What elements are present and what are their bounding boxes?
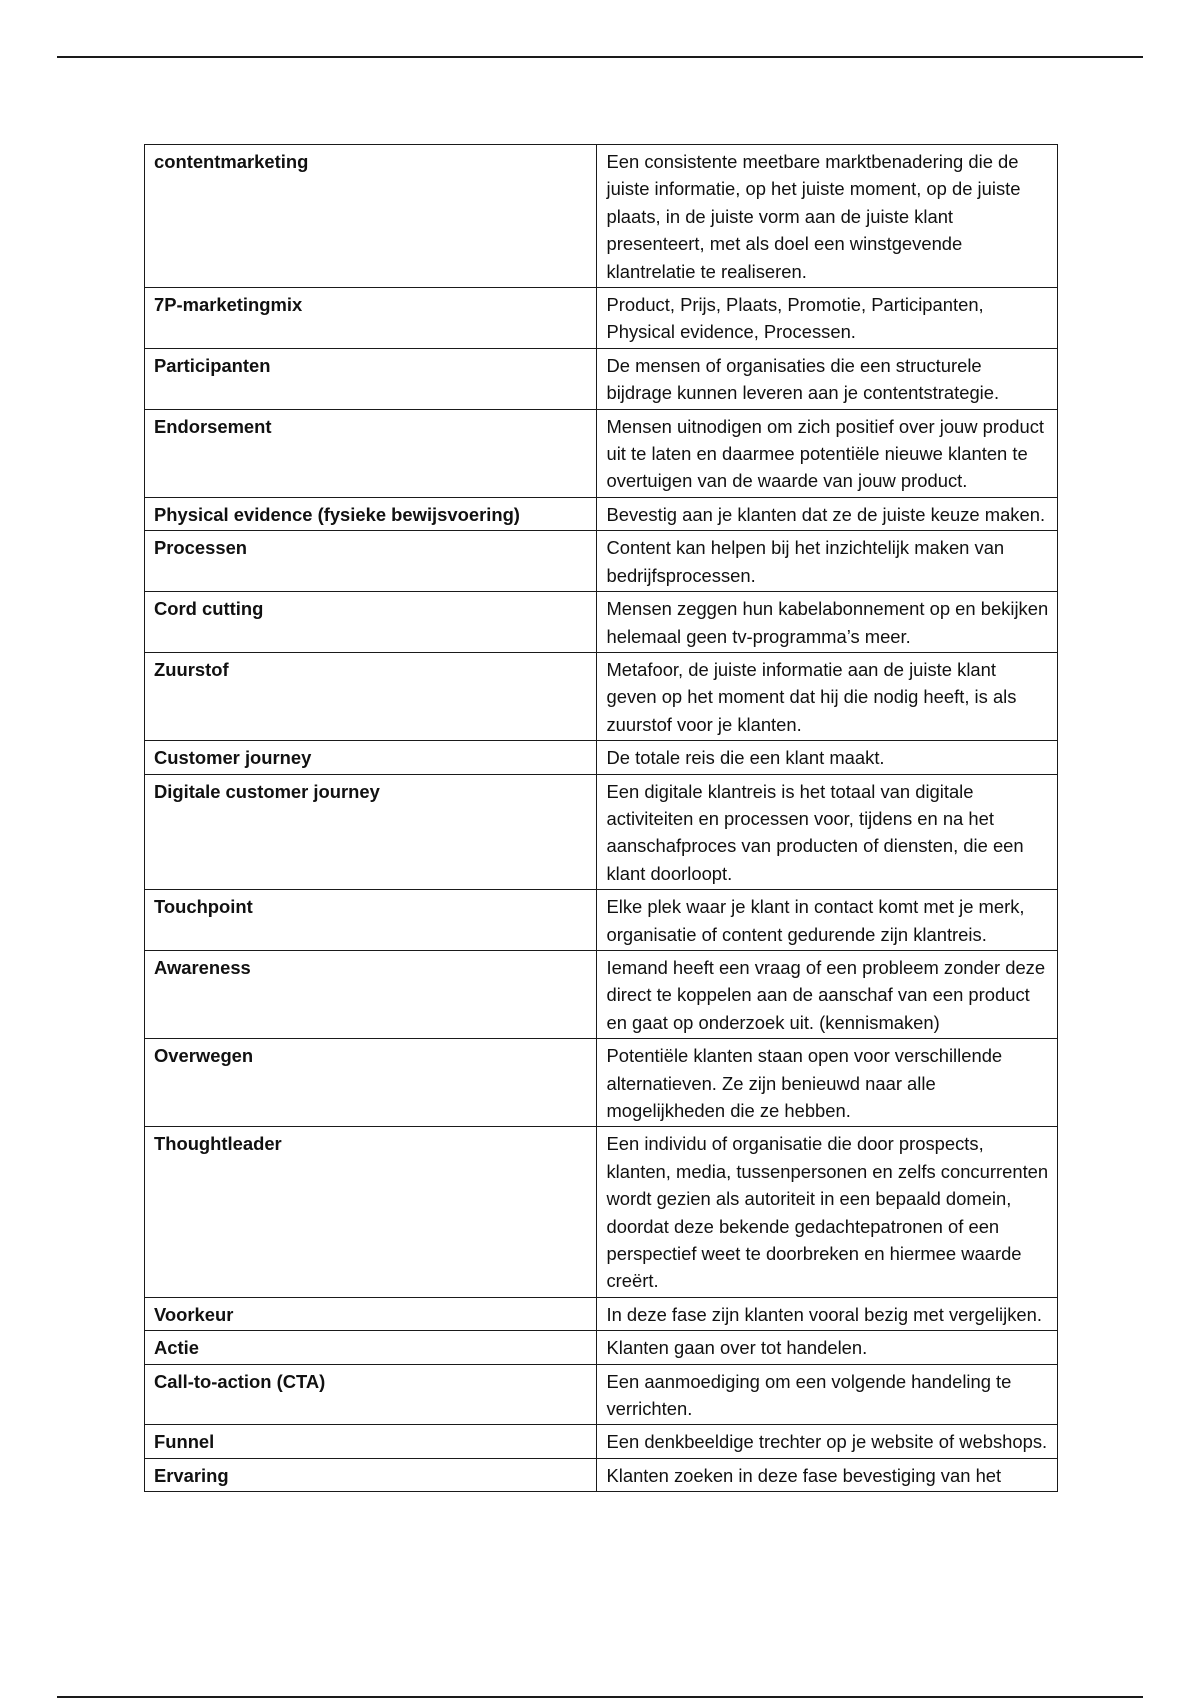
term-cell: Digitale customer journey (145, 774, 597, 890)
term-cell: Zuurstof (145, 652, 597, 740)
definition-cell: Content kan helpen bij het inzichtelijk maken van bedrijfsprocessen. (597, 531, 1058, 592)
table-row (145, 1458, 1058, 1491)
definition-cell: In deze fase zijn klanten vooral bezig met vergelijken. (597, 1297, 1058, 1330)
table-row (145, 497, 1058, 530)
table-row (145, 409, 1058, 497)
definition-cell: Elke plek waar je klant in contact komt met je merk, organisatie of content gedurende zijn klantreis. (597, 890, 1058, 951)
table-row (145, 1297, 1058, 1330)
definition-cell: Een digitale klantreis is het totaal van digitale activiteiten en processen voor, tijdens en na het aanschafproces van producten of diensten, die een klant doorloopt. (597, 774, 1058, 890)
term-cell: Endorsement (145, 409, 597, 497)
definition-cell: Een individu of organisatie die door prospects, klanten, media, tussenpersonen en zelfs concurrenten wordt gezien als autoriteit in een bepaald domein, doordat deze bekende gedachtepatronen of een perspectief weet te doorbreken en hiermee waarde creërt. (597, 1127, 1058, 1297)
table-row (145, 1127, 1058, 1297)
definition-cell: Metafoor, de juiste informatie aan de juiste klant geven op het moment dat hij die nodig heeft, is als zuurstof voor je klanten. (597, 652, 1058, 740)
definition-cell: Product, Prijs, Plaats, Promotie, Participanten, Physical evidence, Processen. (597, 288, 1058, 349)
table-row (145, 774, 1058, 890)
term-cell: Touchpoint (145, 890, 597, 951)
term-cell: Voorkeur (145, 1297, 597, 1330)
table-row (145, 592, 1058, 653)
definition-cell: Een denkbeeldige trechter op je website of webshops. (597, 1425, 1058, 1458)
definition-cell: Mensen zeggen hun kabelabonnement op en bekijken helemaal geen tv-programma’s meer. (597, 592, 1058, 653)
definition-cell: Iemand heeft een vraag of een probleem zonder deze direct te koppelen aan de aanschaf van een product en gaat op onderzoek uit. (kennismaken) (597, 950, 1058, 1038)
table-row (145, 1331, 1058, 1364)
term-cell: 7P-marketingmix (145, 288, 597, 349)
definition-cell: De mensen of organisaties die een structurele bijdrage kunnen leveren aan je contentstrategie. (597, 348, 1058, 409)
term-cell: Customer journey (145, 741, 597, 774)
term-cell: Funnel (145, 1425, 597, 1458)
term-cell: Participanten (145, 348, 597, 409)
table-row (145, 348, 1058, 409)
term-cell: Cord cutting (145, 592, 597, 653)
table-row (145, 652, 1058, 740)
term-cell: Actie (145, 1331, 597, 1364)
table-row (145, 741, 1058, 774)
definition-cell: Klanten gaan over tot handelen. (597, 1331, 1058, 1364)
table-row (145, 1364, 1058, 1425)
term-cell: Call-to-action (CTA) (145, 1364, 597, 1425)
term-cell: Overwegen (145, 1039, 597, 1127)
table-row (145, 531, 1058, 592)
definition-cell: Potentiële klanten staan open voor verschillende alternatieven. Ze zijn benieuwd naar alle mogelijkheden die ze hebben. (597, 1039, 1058, 1127)
table-row (145, 145, 1058, 288)
term-cell: Awareness (145, 950, 597, 1038)
term-cell: Processen (145, 531, 597, 592)
table-row (145, 288, 1058, 349)
definition-cell: Een consistente meetbare marktbenadering die de juiste informatie, op het juiste moment, op de juiste plaats, in de juiste vorm aan de juiste klant presenteert, met als doel een winstgevende klantrelatie te realiseren. (597, 145, 1058, 288)
definition-cell: Bevestig aan je klanten dat ze de juiste keuze maken. (597, 497, 1058, 530)
table-row (145, 1039, 1058, 1127)
glossary-table (144, 144, 1058, 1492)
definition-cell: De totale reis die een klant maakt. (597, 741, 1058, 774)
term-cell: Thoughtleader (145, 1127, 597, 1297)
table-row (145, 890, 1058, 951)
table-row (145, 950, 1058, 1038)
term-cell: Ervaring (145, 1458, 597, 1491)
footer-rule (57, 1696, 1143, 1698)
table-row (145, 1425, 1058, 1458)
definition-cell: Een aanmoediging om een volgende handeling te verrichten. (597, 1364, 1058, 1425)
definition-cell: Klanten zoeken in deze fase bevestiging van het (597, 1458, 1058, 1491)
definition-cell: Mensen uitnodigen om zich positief over jouw product uit te laten en daarmee potentiële nieuwe klanten te overtuigen van de waarde van jouw product. (597, 409, 1058, 497)
term-cell: contentmarketing (145, 145, 597, 288)
header-rule (57, 56, 1143, 58)
term-cell: Physical evidence (fysieke bewijsvoering) (145, 497, 597, 530)
